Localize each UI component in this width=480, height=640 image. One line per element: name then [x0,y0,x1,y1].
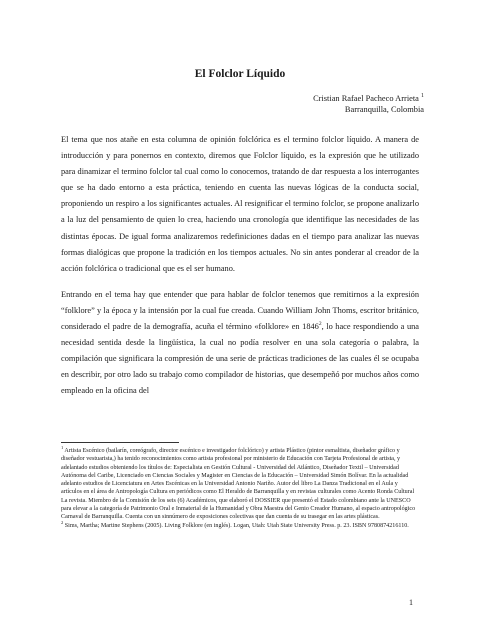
footnote-separator [61,442,179,443]
footnote-1 [61,444,419,522]
footnote-2-number: 2 [61,519,64,525]
author-name-line [164,91,424,104]
paragraph-2-part-2: , lo hace respondiendo a una necesidad sentida desde la lingüística, la cual no podía resolver en una sola categoría o palabra, la compilación que significara la compresión de una serie de prácticas tradiciones de las cuales él se ocupaba en describir, por otro lado su trabajo como compilador de historias, que desempeñó por muchos años como empleado en la oficina del [61,322,419,396]
author-location: Barranquilla, Colombia [344,104,424,114]
paragraph-2-part-1: Entrando en el tema hay que entender que para hablar de folclor tenemos que remitirnos a la expresión “folklore” y la época y la intensión por la cual fue creada. Cuando William John Thoms, escritor británico, considerado el padre de la demografía, acuña el término «folklore» en 1846 [61,289,419,332]
footnotes [61,444,419,530]
author-block [164,91,424,115]
footnote-1-number: 1 [61,444,64,450]
footnote-1-text: Artista Escénico (bailarín, coreógrafo, director escénico e investigador folclórico) y artista Plástico (pintor esmaltista, diseñador gráfico y diseñador vestuarista,) ha tenido reconocimientos como artista profesional por ministerio de Educación con Tarjeta Profesional de artista, y adelantado estudios obteniendo los títulos de: Especialista en Gestión Cultural - Universidad del Atlántico, Diseñador Textil – Universidad Autónoma del Caribe, Licenciado en Ciencias Sociales y Magister en Ciencias de la Educación – Universidad Simón Bolívar. En la actualidad adelanto estudios de Licenciatura en Artes Escénicas en la Universidad Antonio Nariño. Autor del libro La Danza Tradicional en el Aula y artículos en el área de Antropología Cultura en periódicos como El Heraldo de Barranquilla y en revistas culturales como Acento Ronda Cultural La revista. Miembro de la Comisión de los seis (6) Académicos, que elaboró el DOSSIER que presentó el Estado colombiano ante la UNESCO para elevar a la categoría de Patrimonio Oral e Inmaterial de la Humanidad y Obra Maestra del Genio Creador Humano, al espacio antropológico Carnaval de Barranquilla. Cuenta con un sinnúmero de exposiciones colectivas que dan cuenta de su trasegar en las artes plásticas. [61,448,416,521]
paragraph-1: El tema que nos atañe en esta columna de opinión folclórica es el termino folclor líquido. A manera de introducción y para ponernos en contexto, diremos que Folclor líquido, es la expresión que he utilizado para dinamizar el termino folclor tal cual como lo conocemos, tratando de dar respuesta a los interrogantes que se ha dado entorno a esta práctica, teniendo en cuenta las nuevas lógicas de la conducta social, proponiendo un respiro a los significantes actuales. Al resignificar el termino folclor, se propone analizarlo a la luz del pensamiento de quien lo crea, haciendo una cronología que identifique las necesidades de las distintas épocas. De igual forma analizaremos redefiniciones dadas en el tiempo para analizar las nuevas formas dialógicas que propone la tradición en los tiempos actuales. No sin antes ponderar al creador de la acción folclórica o tradicional que es el ser humano. [61,135,419,273]
footnote-ref-2[interactable]: 2 [318,321,322,328]
footnote-2 [61,519,419,530]
page-number: 1 [409,598,413,607]
author-footnote-ref[interactable]: 1 [421,93,424,99]
document-title: El Folclor Líquido [194,68,286,80]
footnote-2-text: Sims, Martha; Martine Stephens (2005). Living Folklore (en inglés). Logan, Utah: Utah State University Press. p. 23. ISBN 9780874216110. [63,522,409,529]
paragraph-2 [61,287,419,400]
author-name: Cristian Rafael Pacheco Arrieta [313,93,419,103]
document-body [61,132,419,410]
